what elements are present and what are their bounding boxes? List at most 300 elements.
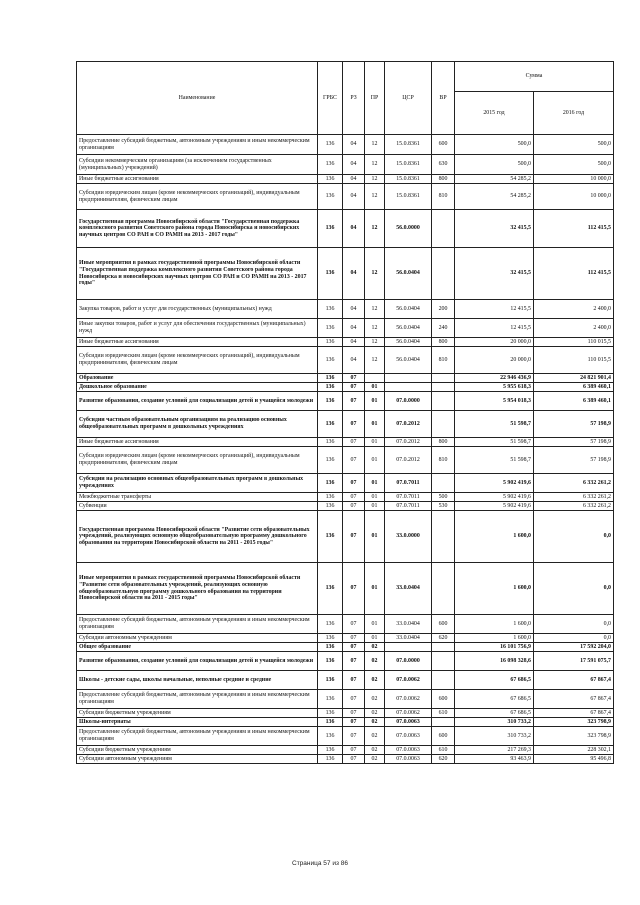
cell-amount-2015: 5 955 618,3 xyxy=(455,383,534,392)
cell-pr: 01 xyxy=(365,502,385,511)
cell-rz: 07 xyxy=(343,709,365,718)
cell-name: Закупка товаров, работ и услуг для государственных (муниципальных) нужд xyxy=(77,300,318,319)
cell-grbs: 136 xyxy=(318,374,343,383)
cell-csr: 15.0.8361 xyxy=(385,135,432,155)
cell-vr: 200 xyxy=(432,300,455,319)
cell-amount-2015: 51 598,7 xyxy=(455,411,534,438)
cell-csr: 07.0.0063 xyxy=(385,755,432,764)
cell-grbs: 136 xyxy=(318,746,343,755)
cell-csr xyxy=(385,643,432,652)
cell-vr: 240 xyxy=(432,319,455,338)
cell-csr: 56.0.0404 xyxy=(385,338,432,347)
cell-amount-2016: 110 015,5 xyxy=(534,347,614,374)
table-row xyxy=(77,671,614,690)
cell-csr: 15.0.8361 xyxy=(385,175,432,184)
cell-rz: 04 xyxy=(343,300,365,319)
cell-vr xyxy=(432,474,455,493)
cell-name: Субвенции xyxy=(77,502,318,511)
cell-vr: 800 xyxy=(432,175,455,184)
cell-grbs: 136 xyxy=(318,210,343,248)
cell-grbs: 136 xyxy=(318,438,343,447)
cell-csr: 07.0.0062 xyxy=(385,671,432,690)
cell-rz: 07 xyxy=(343,563,365,615)
cell-vr xyxy=(432,411,455,438)
cell-rz: 07 xyxy=(343,746,365,755)
table-row xyxy=(77,690,614,709)
cell-rz: 07 xyxy=(343,383,365,392)
table-row xyxy=(77,248,614,300)
table-row xyxy=(77,652,614,671)
cell-vr xyxy=(432,248,455,300)
cell-amount-2016: 67 867,4 xyxy=(534,671,614,690)
cell-grbs: 136 xyxy=(318,248,343,300)
cell-pr: 02 xyxy=(365,690,385,709)
cell-vr: 810 xyxy=(432,184,455,210)
cell-pr: 01 xyxy=(365,563,385,615)
cell-rz: 07 xyxy=(343,474,365,493)
table-row xyxy=(77,727,614,746)
budget-table-container xyxy=(76,61,613,764)
cell-vr: 600 xyxy=(432,690,455,709)
cell-grbs: 136 xyxy=(318,511,343,563)
cell-csr: 07.0.0062 xyxy=(385,690,432,709)
table-row xyxy=(77,347,614,374)
cell-csr: 07.0.7011 xyxy=(385,502,432,511)
cell-vr xyxy=(432,652,455,671)
cell-rz: 04 xyxy=(343,184,365,210)
cell-pr xyxy=(365,374,385,383)
table-row xyxy=(77,447,614,474)
cell-amount-2015: 93 463,9 xyxy=(455,755,534,764)
cell-amount-2016: 57 198,9 xyxy=(534,447,614,474)
header-vr: ВР xyxy=(432,62,455,135)
cell-amount-2016: 95 496,8 xyxy=(534,755,614,764)
cell-amount-2015: 67 686,5 xyxy=(455,709,534,718)
table-row xyxy=(77,135,614,155)
cell-grbs: 136 xyxy=(318,184,343,210)
cell-csr: 07.0.7011 xyxy=(385,493,432,502)
cell-amount-2016: 6 332 261,2 xyxy=(534,502,614,511)
table-row xyxy=(77,615,614,634)
cell-rz: 07 xyxy=(343,493,365,502)
table-row xyxy=(77,634,614,643)
budget-table xyxy=(76,61,614,764)
cell-amount-2015: 310 733,2 xyxy=(455,727,534,746)
cell-pr: 12 xyxy=(365,319,385,338)
cell-rz: 07 xyxy=(343,511,365,563)
cell-pr: 01 xyxy=(365,615,385,634)
header-rz: РЗ xyxy=(343,62,365,135)
cell-rz: 07 xyxy=(343,643,365,652)
cell-pr: 02 xyxy=(365,671,385,690)
cell-amount-2016: 6 389 460,1 xyxy=(534,392,614,411)
cell-amount-2016: 0,0 xyxy=(534,634,614,643)
cell-vr: 600 xyxy=(432,615,455,634)
cell-csr: 07.0.0063 xyxy=(385,746,432,755)
cell-amount-2015: 51 598,7 xyxy=(455,438,534,447)
cell-rz: 07 xyxy=(343,634,365,643)
cell-name: Субсидии бюджетным учреждениям xyxy=(77,746,318,755)
cell-rz: 04 xyxy=(343,347,365,374)
cell-name: Иные бюджетные ассигнования xyxy=(77,338,318,347)
cell-amount-2016: 6 332 261,2 xyxy=(534,474,614,493)
header-pr: ПР xyxy=(365,62,385,135)
cell-csr: 33.0.0404 xyxy=(385,634,432,643)
cell-vr xyxy=(432,563,455,615)
cell-amount-2016: 6 389 460,1 xyxy=(534,383,614,392)
cell-amount-2015: 1 600,0 xyxy=(455,634,534,643)
cell-rz: 04 xyxy=(343,248,365,300)
cell-grbs: 136 xyxy=(318,347,343,374)
table-row xyxy=(77,338,614,347)
cell-vr xyxy=(432,210,455,248)
cell-grbs: 136 xyxy=(318,563,343,615)
cell-amount-2016: 6 332 261,2 xyxy=(534,493,614,502)
cell-amount-2015: 5 902 419,6 xyxy=(455,493,534,502)
cell-csr: 33.0.0000 xyxy=(385,511,432,563)
cell-grbs: 136 xyxy=(318,447,343,474)
cell-amount-2015: 32 415,5 xyxy=(455,248,534,300)
cell-amount-2015: 20 000,0 xyxy=(455,347,534,374)
cell-pr: 01 xyxy=(365,392,385,411)
cell-csr: 07.0.0063 xyxy=(385,718,432,727)
cell-amount-2016: 0,0 xyxy=(534,563,614,615)
table-row xyxy=(77,411,614,438)
cell-name: Иные мероприятия в рамках государственной программы Новосибирской области "Развитие сети образовательных учреждений, реализующих основную общеобразовательную программу дошкольного образования на территории Новосибирской области на 2011 - 2015 годы" xyxy=(77,563,318,615)
cell-pr: 01 xyxy=(365,383,385,392)
cell-rz: 07 xyxy=(343,447,365,474)
cell-pr: 12 xyxy=(365,347,385,374)
cell-grbs: 136 xyxy=(318,155,343,175)
cell-name: Развитие образования, создание условий для социализации детей и учащейся молодежи xyxy=(77,652,318,671)
cell-pr: 12 xyxy=(365,155,385,175)
cell-amount-2016: 0,0 xyxy=(534,615,614,634)
cell-name: Субсидии юридическим лицам (кроме некоммерческих организаций), индивидуальным предпринимателям, физическим лицам xyxy=(77,184,318,210)
cell-pr: 01 xyxy=(365,511,385,563)
cell-rz: 07 xyxy=(343,652,365,671)
table-row xyxy=(77,718,614,727)
cell-name: Образование xyxy=(77,374,318,383)
cell-amount-2016: 17 591 075,7 xyxy=(534,652,614,671)
cell-rz: 07 xyxy=(343,615,365,634)
cell-amount-2016: 500,0 xyxy=(534,135,614,155)
table-row xyxy=(77,563,614,615)
cell-pr: 12 xyxy=(365,184,385,210)
cell-amount-2015: 51 598,7 xyxy=(455,447,534,474)
cell-amount-2016: 500,0 xyxy=(534,155,614,175)
cell-csr: 07.0.0000 xyxy=(385,652,432,671)
cell-name: Иные бюджетные ассигнования xyxy=(77,438,318,447)
cell-grbs: 136 xyxy=(318,709,343,718)
cell-name: Межбюджетные трансферты xyxy=(77,493,318,502)
cell-csr: 15.0.8361 xyxy=(385,184,432,210)
cell-rz: 04 xyxy=(343,155,365,175)
cell-amount-2016: 57 198,9 xyxy=(534,438,614,447)
cell-amount-2016: 67 867,4 xyxy=(534,690,614,709)
cell-pr: 02 xyxy=(365,727,385,746)
cell-amount-2015: 67 686,5 xyxy=(455,690,534,709)
cell-rz: 04 xyxy=(343,210,365,248)
page-footer: Страница 57 из 86 xyxy=(292,860,348,867)
cell-vr: 530 xyxy=(432,502,455,511)
table-row xyxy=(77,175,614,184)
cell-name: Субсидии некоммерческим организациям (за исключением государственных (муниципальных) учреждений) xyxy=(77,155,318,175)
table-row xyxy=(77,210,614,248)
cell-vr: 600 xyxy=(432,727,455,746)
cell-csr: 07.0.2012 xyxy=(385,447,432,474)
cell-pr: 01 xyxy=(365,634,385,643)
cell-amount-2016: 323 798,9 xyxy=(534,727,614,746)
table-row xyxy=(77,502,614,511)
cell-amount-2016: 0,0 xyxy=(534,511,614,563)
table-row xyxy=(77,511,614,563)
cell-pr: 02 xyxy=(365,652,385,671)
cell-name: Государственная программа Новосибирской области "Государственная поддержка комплексного развития Советского района города Новосибирска и новосибирских научных центров СО РАН и СО РАМН на 2013 - 2017 годы" xyxy=(77,210,318,248)
cell-vr xyxy=(432,392,455,411)
cell-amount-2015: 5 954 018,3 xyxy=(455,392,534,411)
cell-name: Субсидии бюджетным учреждениям xyxy=(77,709,318,718)
cell-amount-2016: 2 400,0 xyxy=(534,300,614,319)
cell-csr: 07.0.7011 xyxy=(385,474,432,493)
header-csr: ЦСР xyxy=(385,62,432,135)
cell-rz: 04 xyxy=(343,175,365,184)
cell-rz: 07 xyxy=(343,411,365,438)
cell-vr: 600 xyxy=(432,135,455,155)
cell-grbs: 136 xyxy=(318,493,343,502)
cell-name: Иные закупки товаров, работ и услуг для обеспечения государственных (муниципальных) нужд xyxy=(77,319,318,338)
cell-amount-2015: 12 415,5 xyxy=(455,300,534,319)
table-row xyxy=(77,374,614,383)
cell-amount-2015: 22 946 436,9 xyxy=(455,374,534,383)
cell-amount-2015: 500,0 xyxy=(455,155,534,175)
cell-name: Государственная программа Новосибирской области "Развитие сети образовательных учреждений, реализующих основную общеобразовательную программу дошкольного образования на территории Новосибирской области на 2011 - 2015 годы" xyxy=(77,511,318,563)
cell-name: Общее образование xyxy=(77,643,318,652)
cell-grbs: 136 xyxy=(318,755,343,764)
cell-name: Развитие образования, создание условий для социализации детей и учащейся молодежи xyxy=(77,392,318,411)
table-row xyxy=(77,438,614,447)
cell-rz: 07 xyxy=(343,438,365,447)
cell-grbs: 136 xyxy=(318,338,343,347)
cell-vr: 610 xyxy=(432,746,455,755)
cell-amount-2015: 67 686,5 xyxy=(455,671,534,690)
cell-rz: 07 xyxy=(343,727,365,746)
cell-vr xyxy=(432,643,455,652)
cell-pr: 01 xyxy=(365,411,385,438)
cell-csr: 07.0.2012 xyxy=(385,411,432,438)
cell-rz: 04 xyxy=(343,319,365,338)
cell-name: Предоставление субсидий бюджетным, автономным учреждениям и иным некоммерческим организациям xyxy=(77,135,318,155)
cell-amount-2015: 12 415,5 xyxy=(455,319,534,338)
cell-name: Субсидии автономным учреждениям xyxy=(77,634,318,643)
table-row xyxy=(77,392,614,411)
cell-amount-2016: 57 198,9 xyxy=(534,411,614,438)
cell-grbs: 136 xyxy=(318,319,343,338)
cell-amount-2016: 10 000,0 xyxy=(534,184,614,210)
table-row xyxy=(77,493,614,502)
cell-amount-2015: 5 902 419,6 xyxy=(455,474,534,493)
cell-amount-2016: 10 000,0 xyxy=(534,175,614,184)
cell-rz: 07 xyxy=(343,690,365,709)
cell-name: Предоставление субсидий бюджетным, автономным учреждениям и иным некоммерческим организациям xyxy=(77,727,318,746)
cell-csr: 33.0.0404 xyxy=(385,563,432,615)
cell-pr: 12 xyxy=(365,248,385,300)
cell-amount-2016: 67 867,4 xyxy=(534,709,614,718)
cell-pr: 12 xyxy=(365,338,385,347)
cell-vr: 620 xyxy=(432,634,455,643)
table-row xyxy=(77,474,614,493)
cell-vr: 620 xyxy=(432,755,455,764)
cell-grbs: 136 xyxy=(318,411,343,438)
cell-vr xyxy=(432,671,455,690)
cell-pr: 12 xyxy=(365,210,385,248)
header-sum: Сумма xyxy=(455,62,614,92)
cell-vr: 810 xyxy=(432,447,455,474)
cell-name: Предоставление субсидий бюджетным, автономным учреждениям и иным некоммерческим организациям xyxy=(77,690,318,709)
cell-amount-2016: 17 592 204,0 xyxy=(534,643,614,652)
header-year-2015: 2015 год xyxy=(455,92,534,135)
cell-vr xyxy=(432,511,455,563)
cell-name: Предоставление субсидий бюджетным, автономным учреждениям и иным некоммерческим организациям xyxy=(77,615,318,634)
cell-amount-2015: 32 415,5 xyxy=(455,210,534,248)
cell-csr: 07.0.0062 xyxy=(385,709,432,718)
cell-grbs: 136 xyxy=(318,175,343,184)
cell-amount-2016: 112 415,5 xyxy=(534,248,614,300)
cell-rz: 07 xyxy=(343,755,365,764)
table-row xyxy=(77,755,614,764)
cell-vr xyxy=(432,374,455,383)
cell-name: Субсидии юридическим лицам (кроме некоммерческих организаций), индивидуальным предпринимателям, физическим лицам xyxy=(77,447,318,474)
cell-name: Субсидии на реализацию основных общеобразовательных программ в дошкольных учреждениях xyxy=(77,474,318,493)
cell-pr: 02 xyxy=(365,709,385,718)
cell-csr: 07.0.0063 xyxy=(385,727,432,746)
cell-name: Школы-интернаты xyxy=(77,718,318,727)
cell-vr: 800 xyxy=(432,438,455,447)
cell-vr xyxy=(432,383,455,392)
cell-amount-2016: 2 400,0 xyxy=(534,319,614,338)
cell-rz: 07 xyxy=(343,502,365,511)
cell-csr: 07.0.0000 xyxy=(385,392,432,411)
header-grbs: ГРБС xyxy=(318,62,343,135)
cell-amount-2015: 16 101 756,9 xyxy=(455,643,534,652)
cell-csr: 56.0.0000 xyxy=(385,210,432,248)
cell-rz: 04 xyxy=(343,135,365,155)
cell-csr: 33.0.0404 xyxy=(385,615,432,634)
cell-rz: 04 xyxy=(343,338,365,347)
cell-csr xyxy=(385,383,432,392)
cell-amount-2015: 1 600,0 xyxy=(455,615,534,634)
cell-grbs: 136 xyxy=(318,615,343,634)
cell-pr: 12 xyxy=(365,175,385,184)
cell-amount-2015: 310 733,2 xyxy=(455,718,534,727)
cell-amount-2016: 110 015,5 xyxy=(534,338,614,347)
cell-rz: 07 xyxy=(343,392,365,411)
cell-amount-2016: 24 821 901,4 xyxy=(534,374,614,383)
cell-amount-2015: 5 902 419,6 xyxy=(455,502,534,511)
table-row xyxy=(77,155,614,175)
table-row xyxy=(77,643,614,652)
cell-vr: 500 xyxy=(432,493,455,502)
cell-rz: 07 xyxy=(343,374,365,383)
cell-pr: 02 xyxy=(365,718,385,727)
cell-amount-2015: 217 269,3 xyxy=(455,746,534,755)
cell-csr: 15.0.8361 xyxy=(385,155,432,175)
cell-grbs: 136 xyxy=(318,502,343,511)
cell-grbs: 136 xyxy=(318,392,343,411)
cell-grbs: 136 xyxy=(318,727,343,746)
cell-pr: 02 xyxy=(365,746,385,755)
cell-name: Субсидии частным образовательным организациям на реализацию основных общеобразовательных программ в дошкольных учреждениях xyxy=(77,411,318,438)
cell-grbs: 136 xyxy=(318,634,343,643)
cell-rz: 07 xyxy=(343,718,365,727)
cell-amount-2015: 54 285,2 xyxy=(455,175,534,184)
cell-name: Субсидии юридическим лицам (кроме некоммерческих организаций), индивидуальным предпринимателям, физическим лицам xyxy=(77,347,318,374)
table-row xyxy=(77,709,614,718)
cell-pr: 02 xyxy=(365,643,385,652)
table-row xyxy=(77,184,614,210)
cell-pr: 02 xyxy=(365,755,385,764)
cell-vr xyxy=(432,718,455,727)
table-row xyxy=(77,383,614,392)
cell-pr: 01 xyxy=(365,447,385,474)
cell-name: Иные мероприятия в рамках государственной программы Новосибирской области "Государственная поддержка комплексного развития Советского района города Новосибирска и новосибирских научных центров СО РАН и СО РАМН на 2013 - 2017 годы" xyxy=(77,248,318,300)
table-body xyxy=(77,135,614,764)
cell-amount-2015: 16 098 328,6 xyxy=(455,652,534,671)
cell-amount-2015: 1 600,0 xyxy=(455,563,534,615)
cell-name: Субсидии автономным учреждениям xyxy=(77,755,318,764)
cell-pr: 12 xyxy=(365,135,385,155)
cell-amount-2015: 500,0 xyxy=(455,135,534,155)
cell-pr: 01 xyxy=(365,493,385,502)
cell-csr xyxy=(385,374,432,383)
cell-vr: 610 xyxy=(432,709,455,718)
cell-vr: 630 xyxy=(432,155,455,175)
cell-amount-2015: 54 285,2 xyxy=(455,184,534,210)
table-row xyxy=(77,300,614,319)
cell-grbs: 136 xyxy=(318,652,343,671)
cell-amount-2015: 20 000,0 xyxy=(455,338,534,347)
header-name: Наименование xyxy=(77,62,318,135)
cell-amount-2016: 228 302,1 xyxy=(534,746,614,755)
cell-grbs: 136 xyxy=(318,383,343,392)
cell-pr: 01 xyxy=(365,438,385,447)
cell-grbs: 136 xyxy=(318,474,343,493)
cell-vr: 800 xyxy=(432,338,455,347)
cell-grbs: 136 xyxy=(318,718,343,727)
cell-csr: 07.0.2012 xyxy=(385,438,432,447)
cell-rz: 07 xyxy=(343,671,365,690)
cell-amount-2015: 1 600,0 xyxy=(455,511,534,563)
cell-grbs: 136 xyxy=(318,690,343,709)
cell-name: Дошкольное образование xyxy=(77,383,318,392)
cell-amount-2016: 323 798,9 xyxy=(534,718,614,727)
cell-csr: 56.0.0404 xyxy=(385,300,432,319)
cell-grbs: 136 xyxy=(318,300,343,319)
cell-pr: 01 xyxy=(365,474,385,493)
cell-grbs: 136 xyxy=(318,643,343,652)
cell-csr: 56.0.0404 xyxy=(385,319,432,338)
cell-name: Школы - детские сады, школы начальные, неполные средние и средние xyxy=(77,671,318,690)
table-row xyxy=(77,746,614,755)
header-year-2016: 2016 год xyxy=(534,92,614,135)
cell-csr: 56.0.0404 xyxy=(385,248,432,300)
cell-grbs: 136 xyxy=(318,671,343,690)
cell-vr: 810 xyxy=(432,347,455,374)
table-row xyxy=(77,319,614,338)
cell-pr: 12 xyxy=(365,300,385,319)
cell-grbs: 136 xyxy=(318,135,343,155)
cell-amount-2016: 112 415,5 xyxy=(534,210,614,248)
cell-name: Иные бюджетные ассигнования xyxy=(77,175,318,184)
